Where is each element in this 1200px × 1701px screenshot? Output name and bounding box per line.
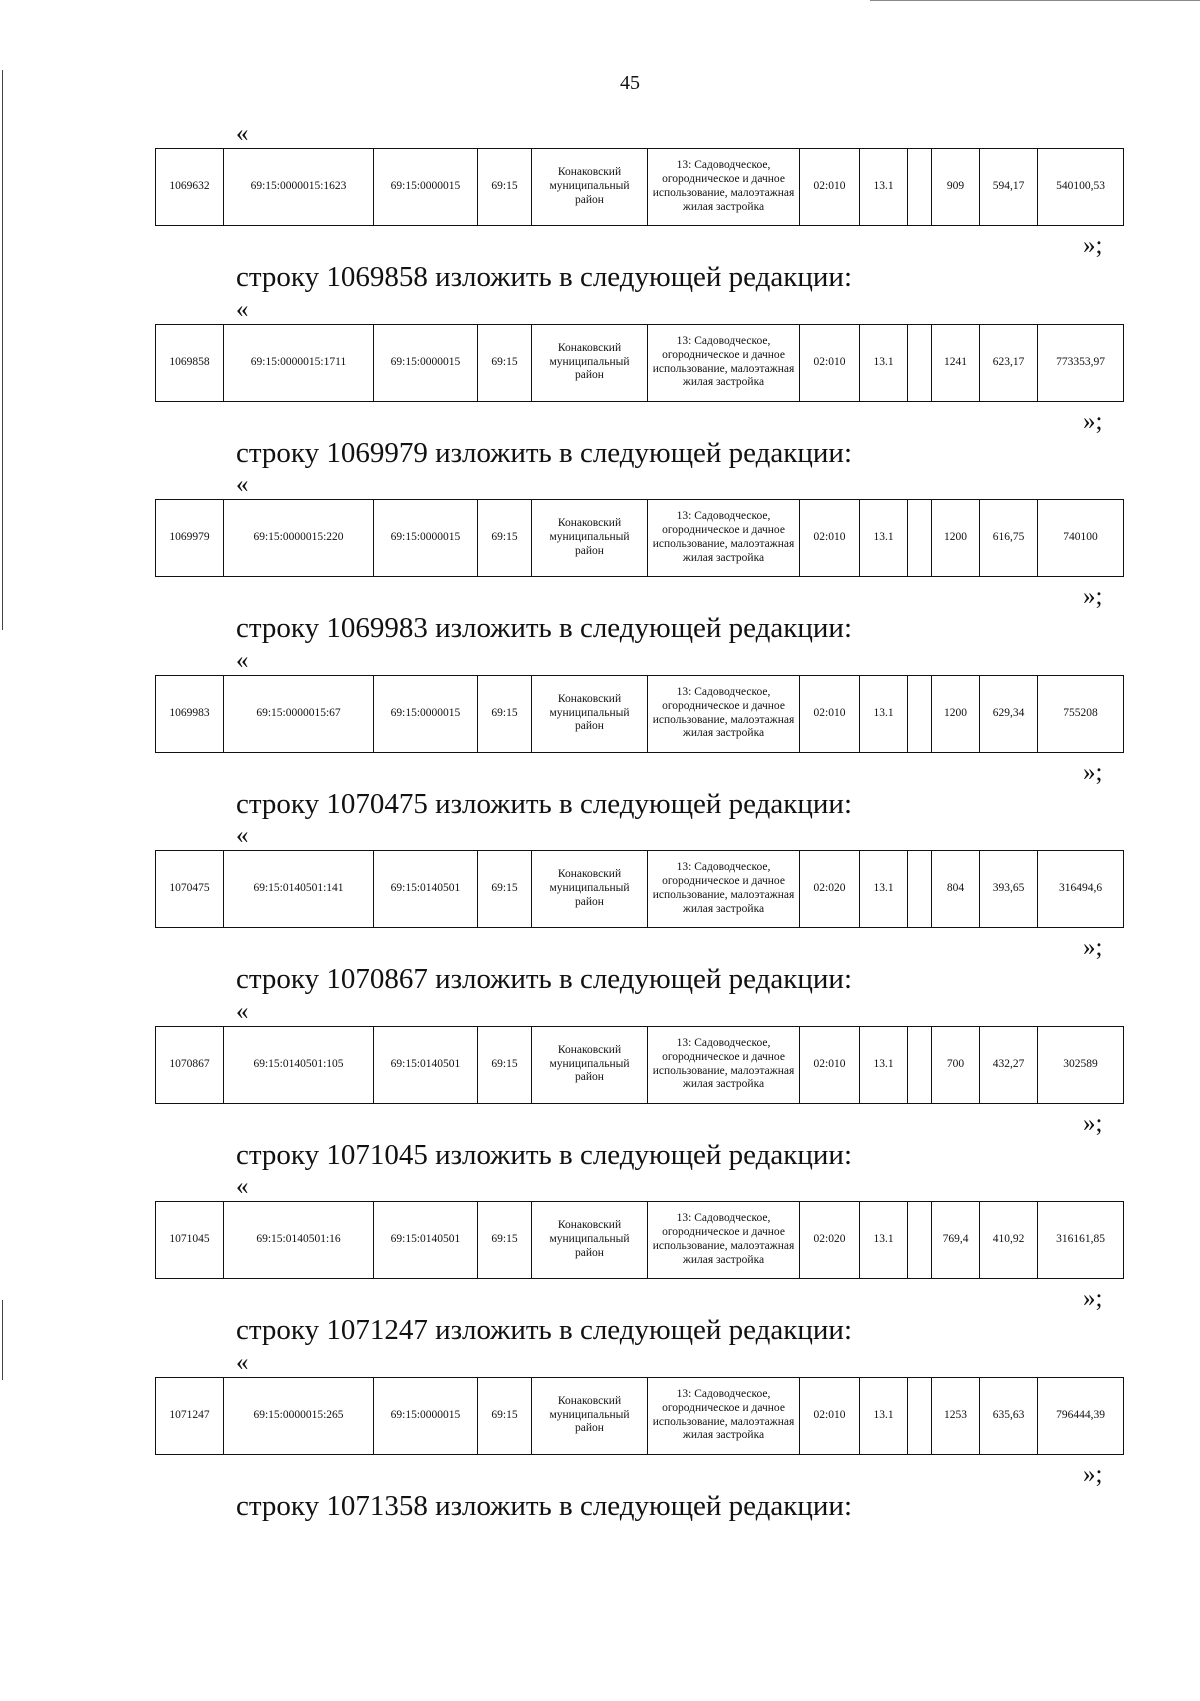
scan-edge-mark bbox=[2, 1300, 3, 1380]
cadastral-quarter-cell: 69:15:0000015 bbox=[374, 500, 478, 577]
scan-edge-mark bbox=[2, 70, 3, 630]
cadastral-number-cell: 69:15:0140501:141 bbox=[224, 851, 374, 928]
open-quote: « bbox=[236, 120, 249, 147]
close-quote: »; bbox=[1083, 934, 1103, 961]
code-cell: 02:010 bbox=[800, 1377, 860, 1454]
cadastral-quarter-cell: 69:15:0140501 bbox=[374, 1026, 478, 1103]
empty-cell bbox=[908, 324, 932, 401]
cadastral-quarter-cell: 69:15:0140501 bbox=[374, 851, 478, 928]
cadastral-quarter-cell: 69:15:0140501 bbox=[374, 1202, 478, 1279]
table-row bbox=[156, 851, 1124, 928]
close-quote: »; bbox=[1083, 1109, 1103, 1137]
amendment-instruction: строку 1069858 изложить в следующей редакции: bbox=[236, 261, 852, 293]
code-cell: 02:010 bbox=[800, 324, 860, 401]
price-per-unit-cell: 635,63 bbox=[980, 1377, 1038, 1454]
region-code-cell: 69:15 bbox=[478, 851, 532, 928]
subgroup-cell: 13.1 bbox=[860, 675, 908, 752]
amendment-row-table bbox=[155, 499, 1124, 577]
district-cell: Конаковский муниципальный район bbox=[532, 1026, 648, 1103]
district-cell: Конаковский муниципальный район bbox=[532, 149, 648, 226]
empty-cell bbox=[908, 149, 932, 226]
use-type-cell: 13: Садоводческое, огородническое и дачное использование, малоэтажная жилая застройка bbox=[648, 851, 800, 928]
page-number: 45 bbox=[620, 72, 640, 94]
district-cell: Конаковский муниципальный район bbox=[532, 851, 648, 928]
code-cell: 02:020 bbox=[800, 851, 860, 928]
price-per-unit-cell: 594,17 bbox=[980, 149, 1038, 226]
cadastral-value-cell: 740100 bbox=[1038, 500, 1124, 577]
region-code-cell: 69:15 bbox=[478, 1202, 532, 1279]
subgroup-cell: 13.1 bbox=[860, 324, 908, 401]
cadastral-value-cell: 773353,97 bbox=[1038, 324, 1124, 401]
district-cell: Конаковский муниципальный район bbox=[532, 1202, 648, 1279]
subgroup-cell: 13.1 bbox=[860, 1026, 908, 1103]
row-id-cell: 1069858 bbox=[156, 324, 224, 401]
table-row bbox=[156, 1377, 1124, 1454]
row-id-cell: 1069983 bbox=[156, 675, 224, 752]
row-id-cell: 1069979 bbox=[156, 500, 224, 577]
subgroup-cell: 13.1 bbox=[860, 1377, 908, 1454]
cadastral-quarter-cell: 69:15:0000015 bbox=[374, 675, 478, 752]
district-cell: Конаковский муниципальный район bbox=[532, 1377, 648, 1454]
empty-cell bbox=[908, 1026, 932, 1103]
empty-cell bbox=[908, 500, 932, 577]
amendment-row-table bbox=[155, 148, 1124, 226]
empty-cell bbox=[908, 851, 932, 928]
area-cell: 1200 bbox=[932, 500, 980, 577]
subgroup-cell: 13.1 bbox=[860, 500, 908, 577]
close-quote: »; bbox=[1083, 1285, 1103, 1312]
use-type-cell: 13: Садоводческое, огородническое и дачное использование, малоэтажная жилая застройка bbox=[648, 1026, 800, 1103]
use-type-cell: 13: Садоводческое, огородническое и дачное использование, малоэтажная жилая застройка bbox=[648, 324, 800, 401]
area-cell: 1200 bbox=[932, 675, 980, 752]
region-code-cell: 69:15 bbox=[478, 675, 532, 752]
open-quote: « bbox=[236, 1348, 249, 1376]
close-quote: »; bbox=[1083, 232, 1103, 259]
cadastral-value-cell: 302589 bbox=[1038, 1026, 1124, 1103]
amendment-row-table bbox=[155, 1377, 1124, 1455]
use-type-cell: 13: Садоводческое, огородническое и дачное использование, малоэтажная жилая застройка bbox=[648, 675, 800, 752]
district-cell: Конаковский муниципальный район bbox=[532, 500, 648, 577]
cadastral-number-cell: 69:15:0000015:67 bbox=[224, 675, 374, 752]
empty-cell bbox=[908, 1202, 932, 1279]
cadastral-number-cell: 69:15:0000015:1623 bbox=[224, 149, 374, 226]
subgroup-cell: 13.1 bbox=[860, 851, 908, 928]
cadastral-quarter-cell: 69:15:0000015 bbox=[374, 1377, 478, 1454]
scan-edge-mark bbox=[870, 0, 1200, 1]
amendment-row-table bbox=[155, 675, 1124, 753]
amendment-row-table bbox=[155, 1026, 1124, 1104]
subgroup-cell: 13.1 bbox=[860, 1202, 908, 1279]
amendment-instruction: строку 1070475 изложить в следующей редакции: bbox=[236, 787, 852, 820]
region-code-cell: 69:15 bbox=[478, 1026, 532, 1103]
open-quote: « bbox=[236, 822, 249, 849]
row-id-cell: 1069632 bbox=[156, 149, 224, 226]
amendment-row-table bbox=[155, 324, 1124, 402]
empty-cell bbox=[908, 1377, 932, 1454]
price-per-unit-cell: 629,34 bbox=[980, 675, 1038, 752]
amendment-instruction: строку 1071247 изложить в следующей редакции: bbox=[236, 1314, 852, 1346]
close-quote: »; bbox=[1083, 1460, 1103, 1488]
amendment-row-table bbox=[155, 1201, 1124, 1279]
area-cell: 1253 bbox=[932, 1377, 980, 1454]
amendment-instruction: строку 1070867 изложить в следующей редакции: bbox=[236, 963, 852, 995]
code-cell: 02:020 bbox=[800, 1202, 860, 1279]
code-cell: 02:010 bbox=[800, 1026, 860, 1103]
subgroup-cell: 13.1 bbox=[860, 149, 908, 226]
use-type-cell: 13: Садоводческое, огородническое и дачное использование, малоэтажная жилая застройка bbox=[648, 1202, 800, 1279]
amendment-instruction: строку 1071358 изложить в следующей редакции: bbox=[236, 1489, 852, 1522]
close-quote: »; bbox=[1083, 583, 1103, 610]
open-quote: « bbox=[236, 997, 249, 1025]
row-id-cell: 1070867 bbox=[156, 1026, 224, 1103]
area-cell: 909 bbox=[932, 149, 980, 226]
region-code-cell: 69:15 bbox=[478, 1377, 532, 1454]
empty-cell bbox=[908, 675, 932, 752]
row-id-cell: 1070475 bbox=[156, 851, 224, 928]
cadastral-value-cell: 755208 bbox=[1038, 675, 1124, 752]
open-quote: « bbox=[236, 1173, 249, 1200]
table-row bbox=[156, 324, 1124, 401]
area-cell: 700 bbox=[932, 1026, 980, 1103]
price-per-unit-cell: 623,17 bbox=[980, 324, 1038, 401]
area-cell: 1241 bbox=[932, 324, 980, 401]
cadastral-number-cell: 69:15:0000015:265 bbox=[224, 1377, 374, 1454]
district-cell: Конаковский муниципальный район bbox=[532, 324, 648, 401]
price-per-unit-cell: 432,27 bbox=[980, 1026, 1038, 1103]
code-cell: 02:010 bbox=[800, 149, 860, 226]
cadastral-number-cell: 69:15:0000015:1711 bbox=[224, 324, 374, 401]
region-code-cell: 69:15 bbox=[478, 324, 532, 401]
area-cell: 769,4 bbox=[932, 1202, 980, 1279]
row-id-cell: 1071045 bbox=[156, 1202, 224, 1279]
amendment-instruction: строку 1069983 изложить в следующей редакции: bbox=[236, 612, 852, 644]
cadastral-value-cell: 316494,6 bbox=[1038, 851, 1124, 928]
region-code-cell: 69:15 bbox=[478, 500, 532, 577]
use-type-cell: 13: Садоводческое, огородническое и дачное использование, малоэтажная жилая застройка bbox=[648, 1377, 800, 1454]
open-quote: « bbox=[236, 295, 249, 323]
use-type-cell: 13: Садоводческое, огородническое и дачное использование, малоэтажная жилая застройка bbox=[648, 500, 800, 577]
code-cell: 02:010 bbox=[800, 675, 860, 752]
district-cell: Конаковский муниципальный район bbox=[532, 675, 648, 752]
cadastral-quarter-cell: 69:15:0000015 bbox=[374, 149, 478, 226]
use-type-cell: 13: Садоводческое, огородническое и дачное использование, малоэтажная жилая застройка bbox=[648, 149, 800, 226]
cadastral-number-cell: 69:15:0140501:105 bbox=[224, 1026, 374, 1103]
region-code-cell: 69:15 bbox=[478, 149, 532, 226]
close-quote: »; bbox=[1083, 407, 1103, 435]
cadastral-quarter-cell: 69:15:0000015 bbox=[374, 324, 478, 401]
close-quote: »; bbox=[1083, 758, 1103, 786]
area-cell: 804 bbox=[932, 851, 980, 928]
table-row bbox=[156, 1202, 1124, 1279]
open-quote: « bbox=[236, 646, 249, 674]
table-row bbox=[156, 500, 1124, 577]
code-cell: 02:010 bbox=[800, 500, 860, 577]
amendment-instruction: строку 1071045 изложить в следующей редакции: bbox=[236, 1138, 852, 1171]
table-row bbox=[156, 149, 1124, 226]
amendment-instruction: строку 1069979 изложить в следующей редакции: bbox=[236, 436, 852, 469]
table-row bbox=[156, 1026, 1124, 1103]
cadastral-value-cell: 540100,53 bbox=[1038, 149, 1124, 226]
open-quote: « bbox=[236, 471, 249, 498]
cadastral-value-cell: 316161,85 bbox=[1038, 1202, 1124, 1279]
price-per-unit-cell: 410,92 bbox=[980, 1202, 1038, 1279]
cadastral-number-cell: 69:15:0140501:16 bbox=[224, 1202, 374, 1279]
price-per-unit-cell: 393,65 bbox=[980, 851, 1038, 928]
price-per-unit-cell: 616,75 bbox=[980, 500, 1038, 577]
cadastral-number-cell: 69:15:0000015:220 bbox=[224, 500, 374, 577]
amendment-row-table bbox=[155, 850, 1124, 928]
cadastral-value-cell: 796444,39 bbox=[1038, 1377, 1124, 1454]
table-row bbox=[156, 675, 1124, 752]
row-id-cell: 1071247 bbox=[156, 1377, 224, 1454]
